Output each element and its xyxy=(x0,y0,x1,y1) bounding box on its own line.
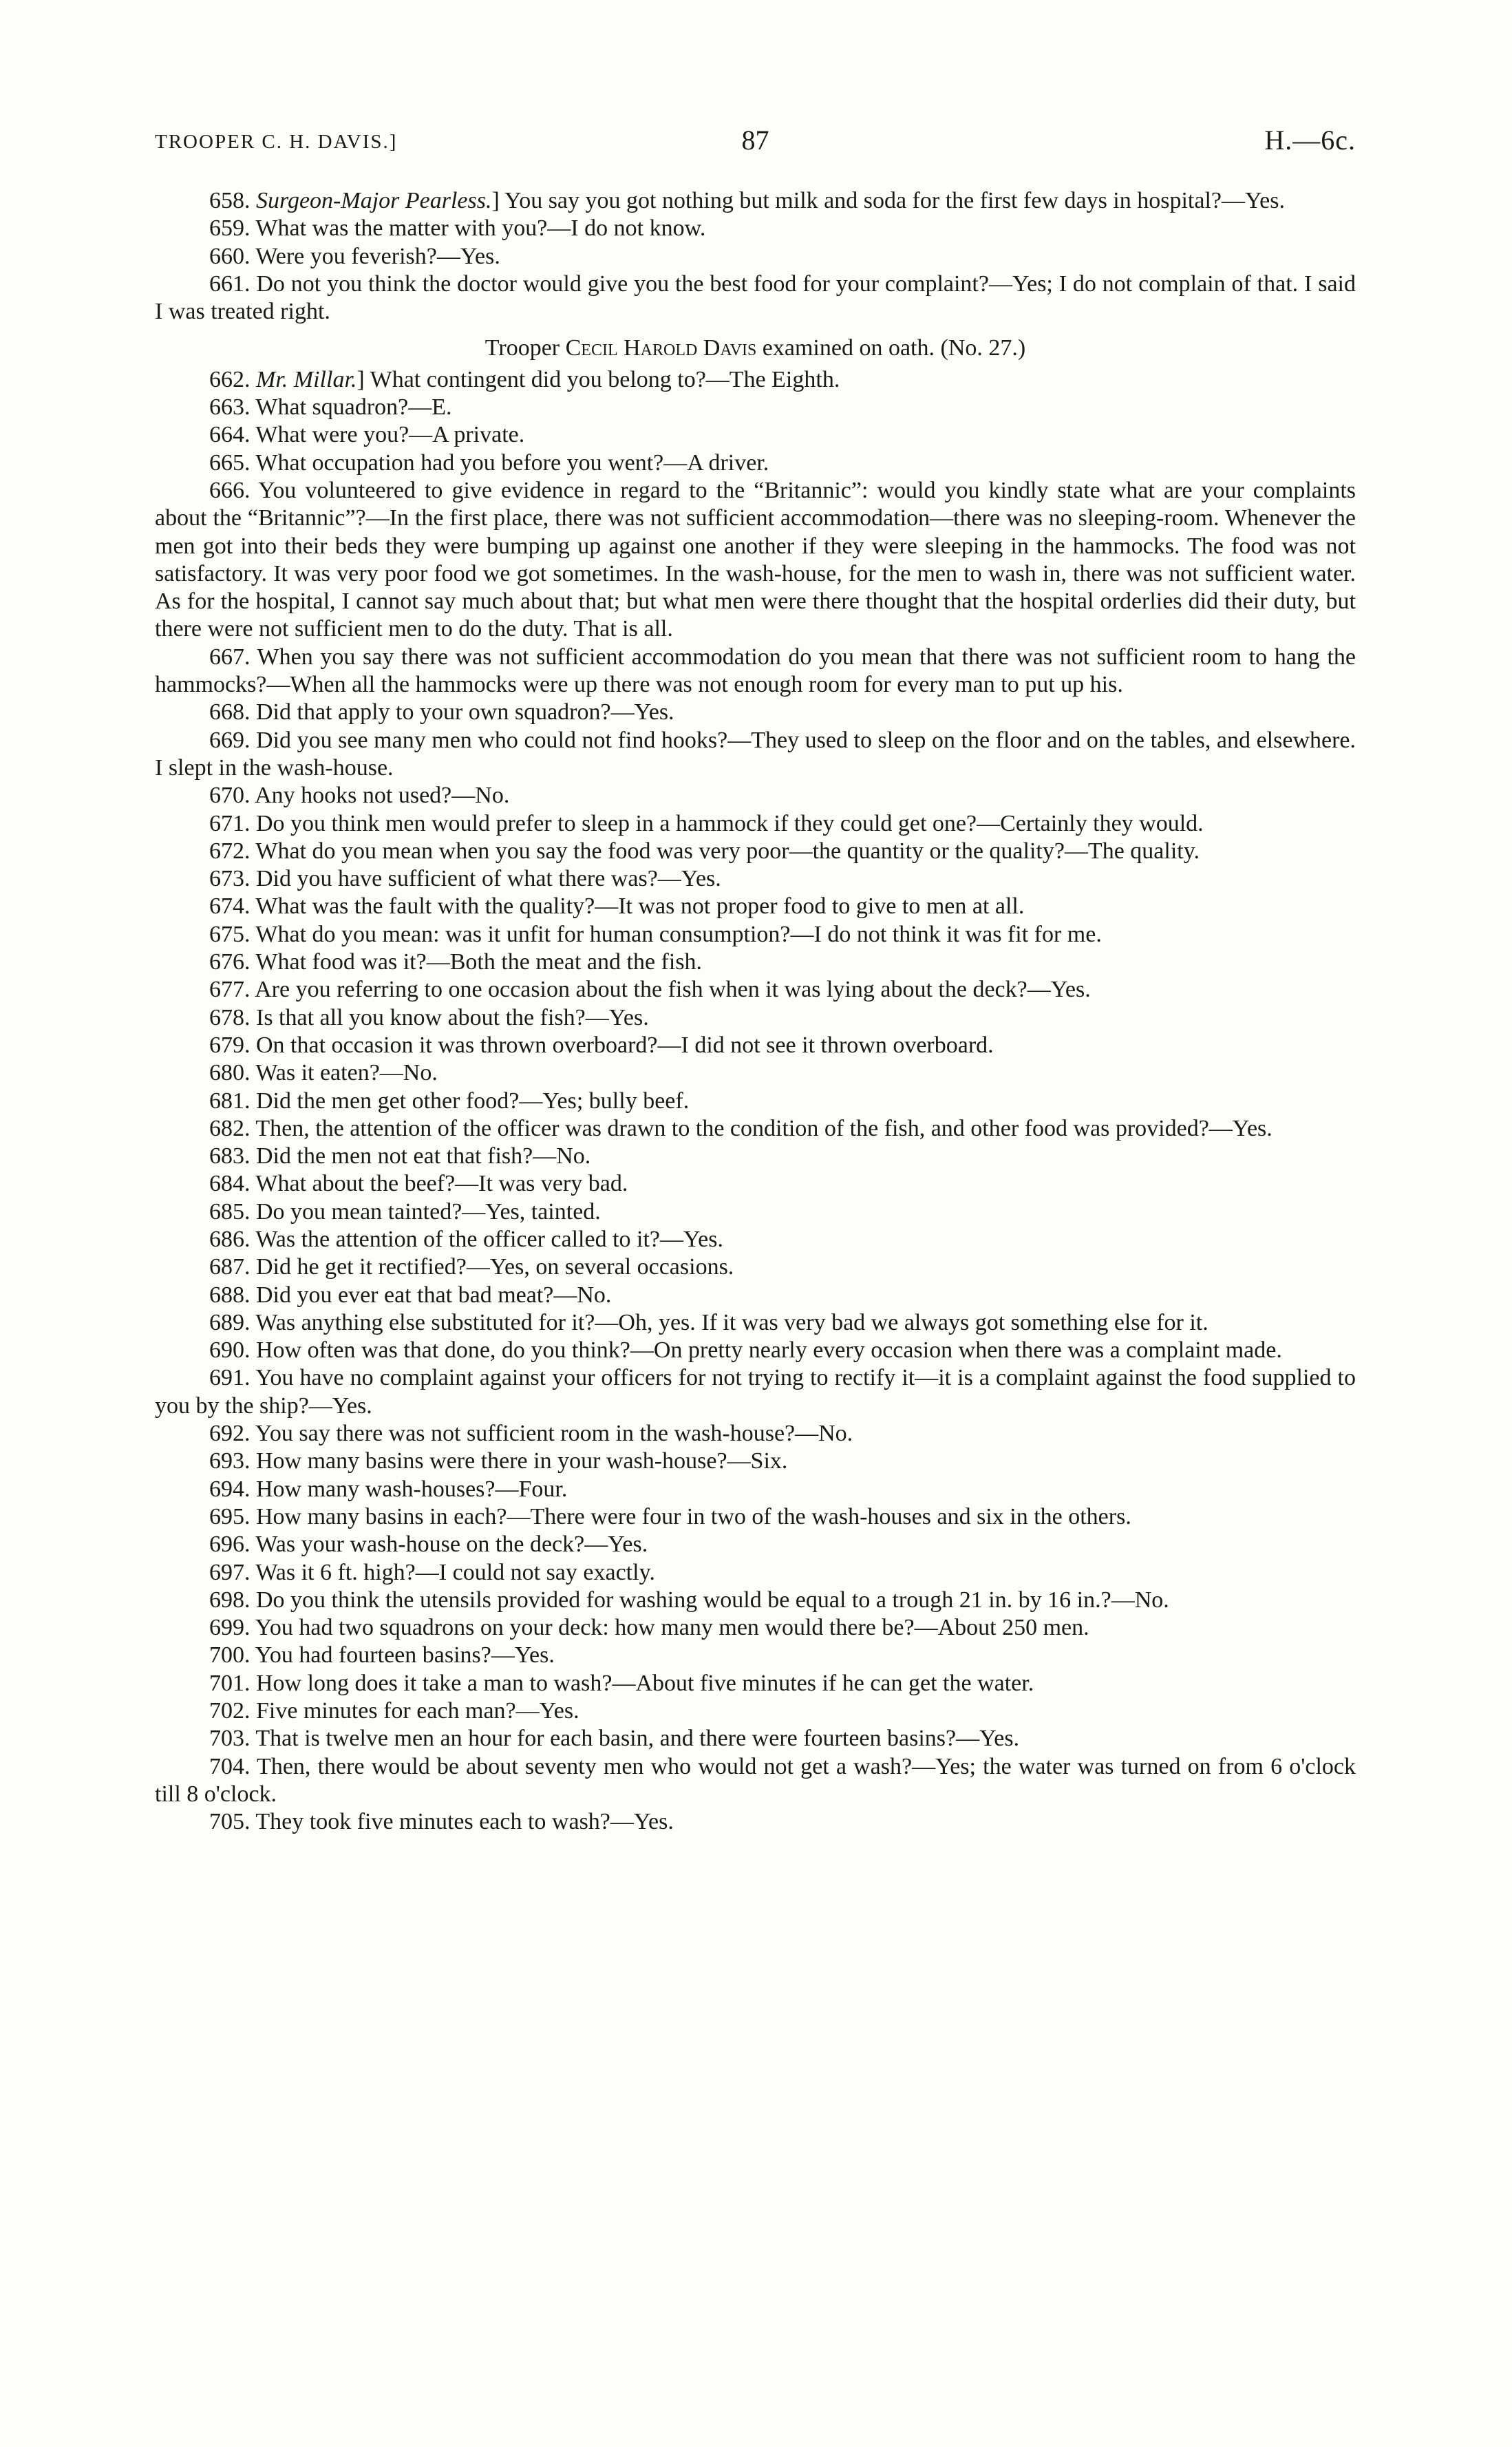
question-662 xyxy=(155,366,1356,394)
question-694: 694. How many wash-houses?—Four. xyxy=(209,1476,568,1502)
question-670: 670. Any hooks not used?—No. xyxy=(209,783,510,809)
question-701: 701. How long does it take a man to wash?—About five minutes if he can get the water. xyxy=(209,1670,1034,1696)
question-692: 692. You say there was not sufficient room in the wash-house?—No. xyxy=(209,1421,853,1447)
question-text: ] You say you got nothing but milk and soda for the first few days in hospital?—Yes. xyxy=(491,188,1285,213)
question-674: 674. What was the fault with the quality?—It was not proper food to give to men at all. xyxy=(209,893,1025,920)
question-691: 691. You have no complaint against your officers for not trying to rectify it—it is a complaint against the food supplied to you by the ship?—Yes. xyxy=(155,1365,1356,1419)
question-number: 662. xyxy=(209,366,251,392)
question-699: 699. You had two squadrons on your deck: how many men would there be?—About 250 men. xyxy=(209,1615,1089,1641)
question-680: 680. Was it eaten?—No. xyxy=(209,1060,438,1086)
question-702: 702. Five minutes for each man?—Yes. xyxy=(209,1698,579,1724)
page-number: 87 xyxy=(741,125,769,156)
question-664: 664. What were you?—A private. xyxy=(209,422,525,448)
question-693: 693. How many basins were there in your wash-house?—Six. xyxy=(209,1448,788,1474)
witness-name: Cecil Harold Davis xyxy=(565,335,757,361)
question-673: 673. Did you have sufficient of what there was?—Yes. xyxy=(209,866,721,892)
question-688: 688. Did you ever eat that bad meat?—No. xyxy=(209,1282,612,1308)
question-681: 681. Did the men get other food?—Yes; bully beef. xyxy=(209,1088,690,1114)
question-704: 704. Then, there would be about seventy men who would not get a wash?—Yes; the water was turned on from 6 o'clock till 8 o'clock. xyxy=(155,1753,1356,1807)
question-665: 665. What occupation had you before you went?—A driver. xyxy=(209,449,769,476)
question-679: 679. On that occasion it was thrown overboard?—I did not see it thrown overboard. xyxy=(209,1032,994,1058)
question-703: 703. That is twelve men an hour for each basin, and there were fourteen basins?—Yes. xyxy=(209,1726,1020,1752)
question-689: 689. Was anything else substituted for it?—Oh, yes. If it was very bad we always got something else for it. xyxy=(209,1309,1208,1335)
question-696: 696. Was your wash-house on the deck?—Yes. xyxy=(209,1532,648,1558)
document-reference: H.—6c. xyxy=(1264,125,1356,156)
question-685: 685. Do you mean tainted?—Yes, tainted. xyxy=(209,1198,601,1225)
evidence-transcript xyxy=(155,187,1356,1836)
running-header xyxy=(155,124,1356,165)
question-678: 678. Is that all you know about the fish?—Yes. xyxy=(209,1004,649,1030)
question-671: 671. Do you think men would prefer to sleep in a hammock if they could get one?—Certainly they would. xyxy=(209,810,1204,836)
examiner-name: Surgeon-Major Pearless. xyxy=(256,188,492,213)
question-697: 697. Was it 6 ft. high?—I could not say exactly. xyxy=(209,1559,655,1585)
question-705: 705. They took five minutes each to wash?—Yes. xyxy=(209,1809,674,1835)
question-number: 658. xyxy=(209,188,251,213)
witness-heading-prefix: Trooper xyxy=(485,335,566,361)
header-witness-name: TROOPER C. H. DAVIS.] xyxy=(155,131,398,153)
question-672: 672. What do you mean when you say the food was very poor—the quantity or the quality?—The quality. xyxy=(209,838,1200,864)
question-661: 661. Do not you think the doctor would give you the best food for your complaint?—Yes; I do not complain of that. I said I was treated right. xyxy=(155,271,1356,325)
question-675: 675. What do you mean: was it unfit for human consumption?—I do not think it was fit for me. xyxy=(209,921,1102,947)
question-683: 683. Did the men not eat that fish?—No. xyxy=(209,1143,591,1169)
question-677: 677. Are you referring to one occasion about the fish when it was lying about the deck?—Yes. xyxy=(209,977,1091,1003)
witness-heading-suffix: examined on oath. (No. 27.) xyxy=(756,335,1026,361)
question-658 xyxy=(155,187,1356,215)
examiner-name: Mr. Millar. xyxy=(256,366,357,392)
question-684: 684. What about the beef?—It was very bad. xyxy=(209,1171,628,1197)
question-682: 682. Then, the attention of the officer was drawn to the condition of the fish, and other food was provided?—Yes. xyxy=(209,1115,1273,1141)
question-695: 695. How many basins in each?—There were four in two of the wash-houses and six in the others. xyxy=(209,1503,1131,1529)
question-700: 700. You had fourteen basins?—Yes. xyxy=(209,1642,555,1669)
question-667: 667. When you say there was not sufficient accommodation do you mean that there was not sufficient room to hang the hammocks?—When all the hammocks were up there was not enough room for every man to put up his. xyxy=(155,644,1356,698)
question-666: 666. You volunteered to give evidence in regard to the “Britannic”: would you kindly state what are your complaints about the “Britannic”?—In the first place, there was not sufficient accommodation—there was no sleeping-room. Whenever the men got into their beds they were bumping up against one another if they were sleeping in the hammocks. The food was not satisfactory. It was very poor food we got sometimes. In the wash-house, for the men to wash in, there was not sufficient water. As for the hospital, I cannot say much about that; but what men were there thought that the hospital orderlies did their duty, but there were not sufficient men to do the duty. That is all. xyxy=(155,477,1356,642)
witness-heading xyxy=(155,335,1356,362)
question-676: 676. What food was it?—Both the meat and the fish. xyxy=(209,949,703,975)
question-text: ] What contingent did you belong to?—The Eighth. xyxy=(356,366,840,392)
question-659: 659. What was the matter with you?—I do not know. xyxy=(209,215,706,242)
question-663: 663. What squadron?—E. xyxy=(209,394,452,421)
question-686: 686. Was the attention of the officer called to it?—Yes. xyxy=(209,1226,723,1252)
question-690: 690. How often was that done, do you think?—On pretty nearly every occasion when there was a complaint made. xyxy=(209,1337,1282,1364)
question-660: 660. Were you feverish?—Yes. xyxy=(209,243,500,269)
question-669: 669. Did you see many men who could not find hooks?—They used to sleep on the floor and on the tables, and elsewhere. I slept in the wash-house. xyxy=(155,727,1356,781)
question-668: 668. Did that apply to your own squadron?—Yes. xyxy=(209,699,674,725)
question-687: 687. Did he get it rectified?—Yes, on several occasions. xyxy=(209,1254,734,1280)
question-698: 698. Do you think the utensils provided for washing would be equal to a trough 21 in. by 16 in.?—No. xyxy=(209,1587,1169,1613)
